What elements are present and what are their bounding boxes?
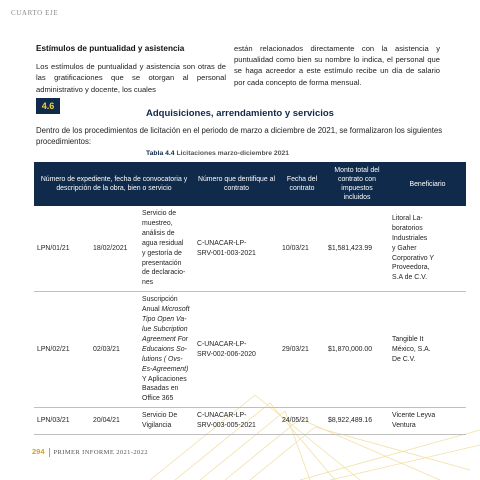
header-beneficiario: Beneficiario xyxy=(389,162,466,206)
cell-fecha-contrato: 24/05/21 xyxy=(279,408,325,435)
cell-beneficiario: Vicente Leyva Ventura xyxy=(389,408,466,435)
cell-monto: $8,922,489.16 xyxy=(325,408,389,435)
right-paragraph: están relacionados directamente con la asistencia y puntualidad como bien su nombre lo indica, el personal que se haga acreedor a este estímulo recibe un día de salario por cada concepto de forma mensual. xyxy=(234,44,440,87)
table-caption-text: Licitaciones marzo-diciembre 2021 xyxy=(176,150,290,157)
cell-servicio: Suscripción Anual Microsoft Tipo Open Va- lue Subcription Agreement For Educaions So- lutions ( Ovs- Es-Agreement) Y Aplicaciones Basadas en Office 365 xyxy=(139,292,194,408)
left-paragraph: Los estímulos de puntualidad y asistencia son otras de las gratificaciones que se otorgan al personal administrativo y docente, los cuales xyxy=(36,62,226,94)
cell-beneficiario: Tangible It México, S.A. De C.V. xyxy=(389,292,466,408)
cell-expediente: LPN/02/21 xyxy=(34,292,90,408)
cell-monto: $1,870,000.00 xyxy=(325,292,389,408)
cell-fecha-convocatoria: 20/04/21 xyxy=(90,408,139,435)
table-row xyxy=(34,206,466,292)
section-number-badge: 4.6 xyxy=(36,98,60,114)
page-number: 294 xyxy=(32,447,45,456)
cell-servicio: Servicio De Vigilancia xyxy=(139,408,194,435)
cell-fecha-contrato: 29/03/21 xyxy=(279,292,325,408)
page-footer xyxy=(32,447,148,457)
cell-fecha-convocatoria: 18/02/2021 xyxy=(90,206,139,292)
header-fecha-contrato: Fecha del contrato xyxy=(279,162,325,206)
table-caption-number: Tabla 4.4 xyxy=(146,150,175,157)
cell-fecha-contrato: 10/03/21 xyxy=(279,206,325,292)
section-title: Adquisiciones, arrendamiento y servicios xyxy=(146,108,334,119)
subsection-heading: Estímulos de puntualidad y asistencia xyxy=(36,44,185,53)
cell-numero-contrato: C-UNACAR-LP- SRV-001-003-2021 xyxy=(194,206,279,292)
footer-divider xyxy=(49,448,50,457)
header-expediente: Número de expediente, fecha de convocatoria y descripción de la obra, bien o servicio xyxy=(34,162,194,206)
table-row xyxy=(34,292,466,408)
cell-monto: $1,581,423.99 xyxy=(325,206,389,292)
cell-numero-contrato: C-UNACAR-LP- SRV-003-005-2021 xyxy=(194,408,279,435)
footer-text: PRIMER INFORME 2021-2022 xyxy=(53,449,148,456)
cell-beneficiario: Litoral La- boratorios Industriales y Gaher Corporativo Y Proveedora, S.A de C.V. xyxy=(389,206,466,292)
table-row xyxy=(34,408,466,435)
licitaciones-table-wrapper xyxy=(34,162,466,435)
table-caption xyxy=(146,150,289,157)
section-intro: Dentro de los procedimientos de licitación en el periodo de marzo a diciembre de 2021, se formalizaron los siguientes procedimientos: xyxy=(36,126,443,146)
right-column xyxy=(234,43,440,88)
header-monto: Monto total del contrato con impuestos incluidos xyxy=(325,162,389,206)
table-header-row xyxy=(34,162,466,206)
cell-expediente: LPN/03/21 xyxy=(34,408,90,435)
licitaciones-table xyxy=(34,162,466,435)
left-column xyxy=(36,43,226,95)
eyebrow-label: CUARTO EJE xyxy=(11,9,59,17)
cell-servicio: Servicio de muestreo, análisis de agua residual y gestoría de presentación de declaracio- nes xyxy=(139,206,194,292)
cell-numero-contrato: C-UNACAR-LP- SRV-002-006-2020 xyxy=(194,292,279,408)
cell-fecha-convocatoria: 02/03/21 xyxy=(90,292,139,408)
cell-expediente: LPN/01/21 xyxy=(34,206,90,292)
header-numero-contrato: Número que dentifique al contrato xyxy=(194,162,279,206)
